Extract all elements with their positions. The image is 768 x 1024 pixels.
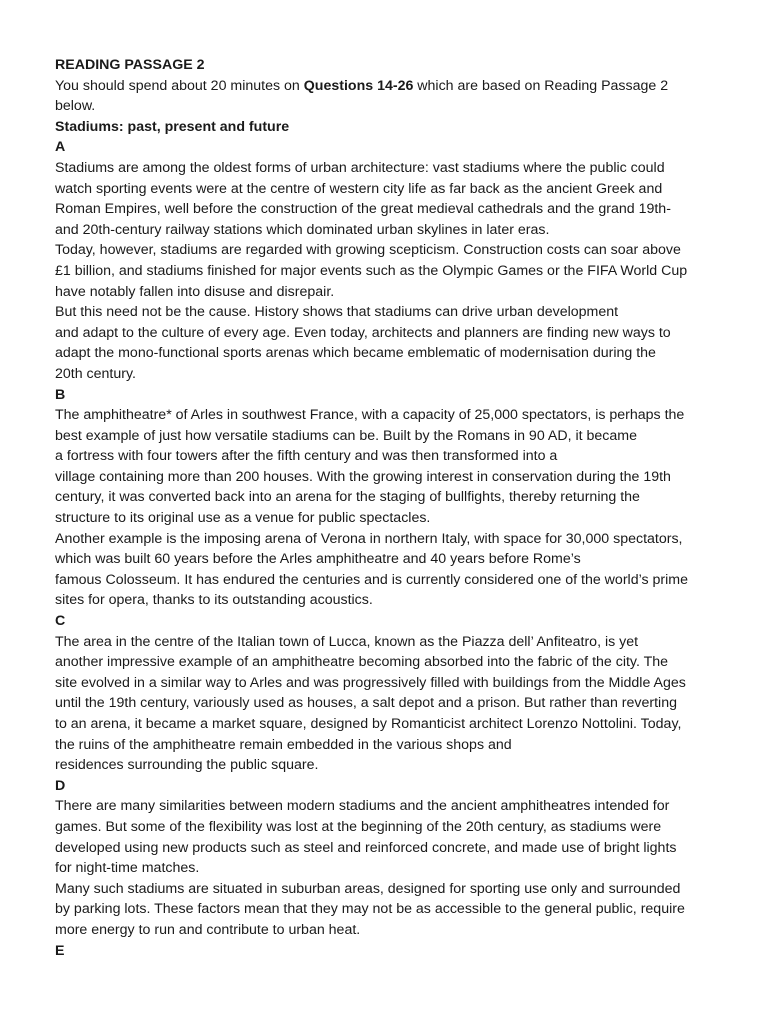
passage-title: Stadiums: past, present and future [55, 118, 290, 135]
section-d-body [55, 796, 735, 940]
paragraph-line: and adapt to the culture of every age. Even today, architects and planners are finding new ways to [55, 324, 671, 341]
paragraph-line: more energy to run and contribute to urban heat. [55, 921, 361, 938]
paragraph-line: Another example is the imposing arena of Verona in northern Italy, with space for 30,000 spectators, [55, 530, 683, 547]
paragraph-line: by parking lots. These factors mean that they may not be as accessible to the general public, require [55, 901, 685, 918]
paragraph-line: a fortress with four towers after the fifth century and was then transformed into a [55, 448, 558, 465]
paragraph-line: the ruins of the amphitheatre remain embedded in the various shops and [55, 736, 512, 753]
paragraph-line: £1 billion, and stadiums finished for major events such as the Olympic Games or the FIFA World Cup [55, 262, 688, 279]
paragraph-line: The amphitheatre* of Arles in southwest France, with a capacity of 25,000 spectators, is perhaps the [55, 407, 685, 424]
paragraph-line: which was built 60 years before the Arles amphitheatre and 40 years before Rome’s [55, 551, 581, 568]
reading-passage-page [55, 55, 735, 961]
paragraph-line: sites for opera, thanks to its outstanding acoustics. [55, 592, 373, 609]
paragraph-line: have notably fallen into disuse and disrepair. [55, 283, 335, 300]
paragraph-line: adapt the mono-functional sports arenas which became emblematic of modernisation during the [55, 345, 656, 362]
passage-heading: READING PASSAGE 2 [55, 57, 205, 73]
paragraph-line: famous Colosseum. It has endured the centuries and is currently considered one of the world’s prime [55, 571, 688, 588]
section-letter-b: B [55, 386, 66, 403]
paragraph-line: Stadiums are among the oldest forms of urban architecture: vast stadiums where the public could [55, 159, 665, 176]
paragraph-line: developed using new products such as steel and reinforced concrete, and made use of bright lights [55, 839, 677, 856]
paragraph-line: for night-time matches. [55, 860, 200, 877]
paragraph-line: Today, however, stadiums are regarded with growing scepticism. Construction costs can soar above [55, 242, 681, 259]
section-letter-d: D [55, 777, 66, 794]
paragraph-line: The area in the centre of the Italian town of Lucca, known as the Piazza dell’ Anfiteatro, is yet [55, 633, 639, 650]
section-b-body [55, 405, 735, 611]
instruction-text: You should spend about 20 minutes on Questions 14-26 which are based on Reading Passage 2 [55, 77, 669, 94]
section-letter-a: A [55, 139, 66, 156]
paragraph-line: site evolved in a similar way to Arles and was progressively filled with buildings from the Middle Ages [55, 674, 686, 691]
paragraph-line: best example of just how versatile stadiums can be. Built by the Romans in 90 AD, it became [55, 427, 637, 444]
section-letter-e: E [55, 942, 65, 959]
paragraph-line: and 20th-century railway stations which dominated urban skylines in later eras. [55, 221, 550, 238]
paragraph-line: There are many similarities between modern stadiums and the ancient amphitheatres intended for [55, 798, 670, 815]
paragraph-line: 20th century. [55, 365, 136, 382]
section-a-body [55, 158, 735, 385]
paragraph-line: Many such stadiums are situated in suburban areas, designed for sporting use only and surrounded [55, 880, 681, 897]
paragraph-line: another impressive example of an amphitheatre becoming absorbed into the fabric of the city. The [55, 654, 669, 671]
paragraph-line: century, it was converted back into an arena for the staging of bullfights, thereby returning the [55, 489, 640, 506]
paragraph-line: watch sporting events were at the centre of western city life as far back as the ancient Greek and [55, 180, 663, 197]
section-c-body [55, 632, 735, 776]
paragraph-line: until the 19th century, variously used as houses, a salt depot and a prison. But rather than reverting [55, 695, 677, 712]
paragraph-line: to an arena, it became a market square, designed by Romanticist architect Lorenzo Nottolini. Today, [55, 716, 682, 732]
paragraph-line: residences surrounding the public square. [55, 757, 319, 774]
questions-range: Questions 14-26 [303, 77, 414, 94]
paragraph-line: village containing more than 200 houses. With the growing interest in conservation during the 19th [55, 468, 671, 485]
paragraph-line: Roman Empires, well before the construction of the great medieval cathedrals and the grand 19th- [55, 201, 671, 218]
paragraph-line: structure to its original use as a venue for public spectacles. [55, 510, 431, 527]
section-letter-c: C [55, 613, 66, 630]
paragraph-line: But this need not be the cause. History shows that stadiums can drive urban development [55, 304, 619, 321]
paragraph-line: games. But some of the flexibility was lost at the beginning of the 20th century, as stadiums were [55, 818, 662, 835]
instruction-text-cont: below. [55, 98, 96, 115]
